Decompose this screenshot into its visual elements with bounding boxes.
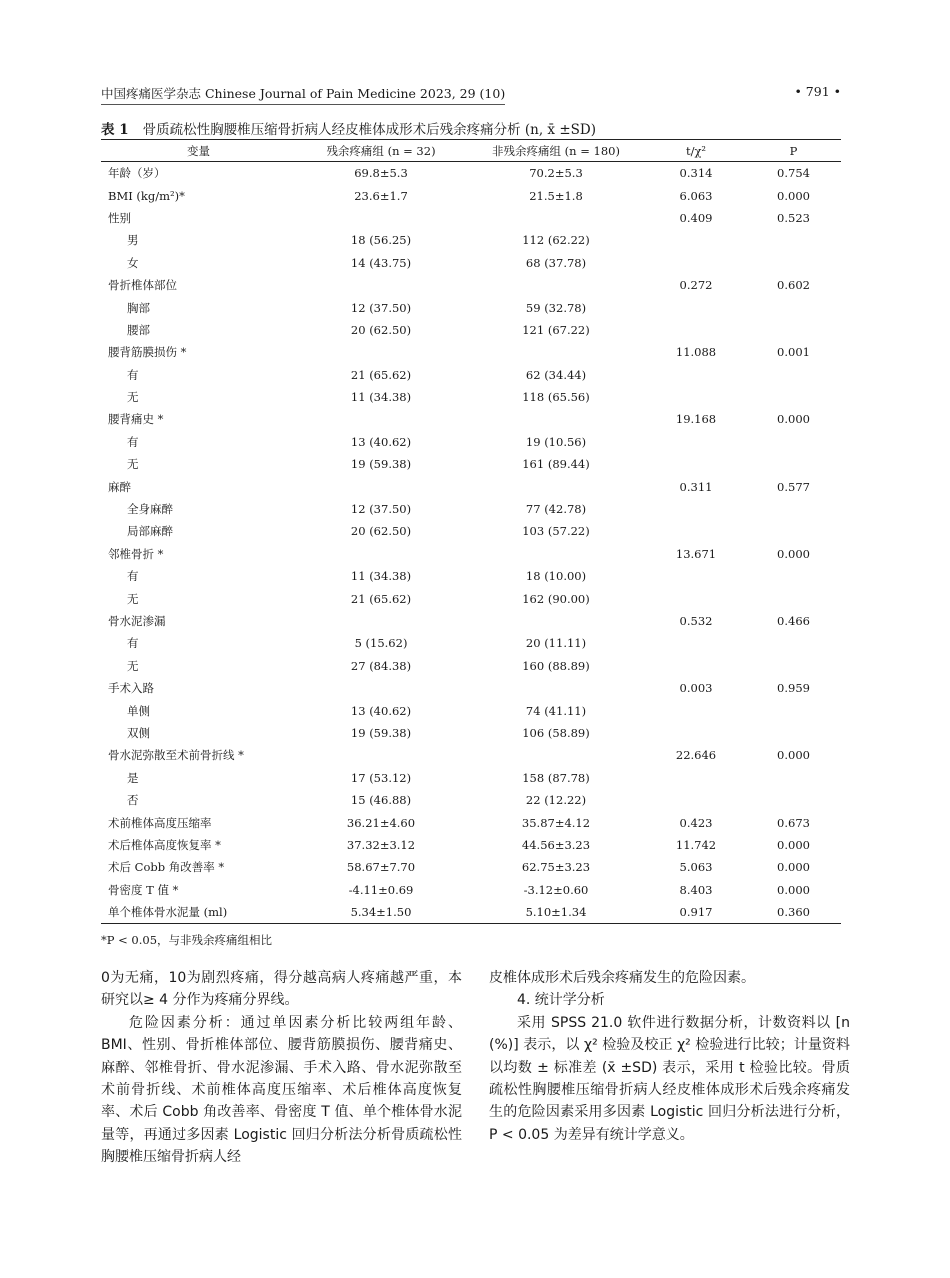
p-value: 0.000	[777, 412, 810, 427]
residual-pain-value	[296, 274, 466, 296]
row-label: 骨折椎体部位	[108, 278, 177, 293]
row-label: 否	[127, 793, 139, 808]
p-value: 0.673	[777, 815, 810, 830]
residual-pain-value: 27 (84.38)	[350, 658, 412, 673]
row-label: 有	[127, 367, 139, 382]
test-statistic	[646, 319, 746, 341]
p-value: 0.000	[777, 837, 810, 852]
residual-pain-value: 21 (65.62)	[350, 591, 412, 606]
test-statistic: 6.063	[679, 188, 713, 203]
table-row	[101, 744, 841, 766]
table-row	[101, 296, 841, 318]
test-statistic	[646, 252, 746, 274]
non-residual-pain-value: -3.12±0.60	[523, 882, 589, 897]
body-paragraph: 0为无痛，10为剧烈疼痛，得分越高病人疼痛越严重，本研究以≥ 4 分作为疼痛分界线。	[101, 970, 462, 1009]
row-label: 手术入路	[108, 681, 154, 696]
non-residual-pain-value: 20 (11.11)	[525, 636, 587, 651]
table-header-row	[101, 140, 841, 162]
residual-pain-value	[296, 744, 466, 766]
non-residual-pain-value: 158 (87.78)	[522, 770, 590, 785]
p-value	[746, 431, 841, 453]
test-statistic: 11.088	[675, 345, 717, 360]
row-label: 术前椎体高度压缩率	[108, 815, 212, 830]
table-row	[101, 162, 841, 185]
table-row	[101, 767, 841, 789]
non-residual-pain-value: 5.10±1.34	[525, 905, 587, 920]
test-statistic	[646, 655, 746, 677]
non-residual-pain-value: 112 (62.22)	[522, 233, 590, 248]
row-label: 邻椎骨折 *	[108, 546, 164, 561]
p-value: 0.000	[777, 860, 810, 875]
row-label: 无	[127, 390, 139, 405]
table-caption	[101, 118, 596, 138]
body-paragraph: 危险因素分析：通过单因素分析比较两组年龄、BMI、性别、骨折椎体部位、腰背筋膜损伤、腰背痛史、麻醉、邻椎骨折、骨水泥渗漏、手术入路、骨水泥弥散至术前骨折线、术前椎体高度压缩率、术后椎体高度恢复率、术后 Cobb 角改善率、骨密度 T 值、单个椎体骨水泥量等，再通过多因素 Logistic 回归分析法分析骨质疏松性胸腰椎压缩骨折病人经	[101, 1014, 462, 1166]
table-row	[101, 632, 841, 654]
p-value: 0.466	[777, 614, 810, 628]
table-row	[101, 364, 841, 386]
residual-pain-value: 17 (53.12)	[350, 770, 412, 785]
table-row	[101, 386, 841, 408]
residual-pain-value: 15 (46.88)	[350, 793, 412, 808]
body-column-left	[101, 967, 462, 1169]
row-label: 术后椎体高度恢复率 *	[108, 837, 221, 852]
residual-pain-value: 5.34±1.50	[350, 905, 412, 920]
journal-header: 中国疼痛医学杂志 Chinese Journal of Pain Medicine 2023, 29 (10)	[101, 84, 505, 105]
test-statistic: 8.403	[679, 882, 713, 897]
p-value	[746, 722, 841, 744]
residual-pain-value: 37.32±3.12	[346, 837, 416, 852]
row-label: 局部麻醉	[127, 524, 173, 539]
row-label: 骨水泥渗漏	[108, 614, 166, 628]
table-row	[101, 274, 841, 296]
test-statistic	[646, 587, 746, 609]
test-statistic	[646, 767, 746, 789]
residual-pain-value: 23.6±1.7	[354, 188, 408, 203]
p-value	[746, 632, 841, 654]
non-residual-pain-value: 35.87±4.12	[521, 815, 591, 830]
residual-pain-value: 12 (37.50)	[350, 300, 412, 315]
p-value: 0.523	[777, 210, 810, 225]
column-header: 非残余疼痛组 (n = 180)	[466, 140, 646, 162]
non-residual-pain-value: 59 (32.78)	[525, 300, 587, 315]
table-row	[101, 587, 841, 609]
p-value	[746, 498, 841, 520]
residual-pain-value	[296, 207, 466, 229]
non-residual-pain-value: 161 (89.44)	[522, 457, 590, 472]
non-residual-pain-value	[466, 677, 646, 699]
residual-pain-value: 69.8±5.3	[354, 166, 408, 181]
column-header: 残余疼痛组 (n = 32)	[296, 140, 466, 162]
table-row	[101, 722, 841, 744]
residual-pain-value: 58.67±7.70	[346, 860, 416, 875]
p-value	[746, 655, 841, 677]
p-value	[746, 789, 841, 811]
test-statistic: 19.168	[675, 412, 717, 427]
p-value	[746, 229, 841, 251]
residual-pain-value	[296, 408, 466, 430]
row-label: 是	[127, 770, 139, 785]
row-label: 腰部	[127, 322, 150, 337]
table-row	[101, 252, 841, 274]
p-value	[746, 386, 841, 408]
table-row	[101, 498, 841, 520]
non-residual-pain-value	[466, 543, 646, 565]
test-statistic	[646, 229, 746, 251]
row-label: BMI (kg/m²)*	[108, 188, 185, 203]
table-row	[101, 207, 841, 229]
residual-pain-value: 11 (34.38)	[350, 390, 412, 405]
non-residual-pain-value: 103 (57.22)	[522, 524, 590, 539]
p-value: 0.000	[777, 882, 810, 897]
test-statistic	[646, 386, 746, 408]
row-label: 有	[127, 636, 139, 651]
non-residual-pain-value: 68 (37.78)	[525, 255, 587, 270]
body-paragraph: 采用 SPSS 21.0 软件进行数据分析，计数资料以 [n (%)] 表示，以 χ² 检验及校正 χ² 检验进行比较；计量资料以均数 ± 标准差 (x̄ ±SD) 表示，采用 t 检验比较。骨质疏松性胸腰椎压缩骨折病人经皮椎体成形术后残余疼痛发生的危险因素采用多因素 Logistic 回归分析法进行分析，P < 0.05 为差异有统计学意义。	[489, 1014, 850, 1143]
test-statistic: 0.314	[679, 166, 713, 181]
non-residual-pain-value: 62 (34.44)	[525, 367, 587, 382]
p-value	[746, 767, 841, 789]
table-row	[101, 431, 841, 453]
p-value: 0.000	[777, 748, 810, 763]
non-residual-pain-value: 19 (10.56)	[525, 434, 587, 449]
non-residual-pain-value	[466, 475, 646, 497]
residual-pain-value	[296, 341, 466, 363]
non-residual-pain-value: 118 (65.56)	[522, 390, 590, 405]
residual-pain-value: 19 (59.38)	[350, 457, 412, 472]
test-statistic: 5.063	[679, 860, 713, 875]
residual-pain-value	[296, 543, 466, 565]
p-value: 0.577	[777, 479, 810, 494]
residual-pain-value: 11 (34.38)	[350, 569, 412, 584]
p-value	[746, 565, 841, 587]
p-value	[746, 364, 841, 386]
p-value: 0.000	[777, 546, 810, 561]
table-row	[101, 565, 841, 587]
table-row	[101, 834, 841, 856]
test-statistic	[646, 699, 746, 721]
test-statistic	[646, 520, 746, 542]
non-residual-pain-value	[466, 610, 646, 632]
table-row	[101, 520, 841, 542]
row-label: 性别	[108, 210, 131, 225]
section-heading: 4. 统计学分析	[517, 992, 605, 1009]
row-label: 胸部	[127, 300, 150, 315]
test-statistic: 22.646	[675, 748, 717, 763]
row-label: 年龄（岁）	[108, 166, 166, 181]
table-row	[101, 879, 841, 901]
table-row	[101, 475, 841, 497]
test-statistic	[646, 296, 746, 318]
test-statistic: 13.671	[675, 546, 717, 561]
table-row	[101, 811, 841, 833]
body-paragraph: 皮椎体成形术后残余疼痛发生的危险因素。	[489, 970, 755, 986]
row-label: 麻醉	[108, 479, 131, 494]
residual-pain-value: 13 (40.62)	[350, 434, 412, 449]
test-statistic	[646, 722, 746, 744]
test-statistic	[646, 453, 746, 475]
non-residual-pain-value: 162 (90.00)	[522, 591, 590, 606]
p-value	[746, 319, 841, 341]
p-value	[746, 587, 841, 609]
test-statistic	[646, 498, 746, 520]
table-row	[101, 229, 841, 251]
non-residual-pain-value	[466, 274, 646, 296]
row-label: 骨密度 T 值 *	[108, 882, 179, 897]
row-label: 骨水泥弥散至术前骨折线 *	[108, 748, 244, 763]
table-row	[101, 184, 841, 206]
test-statistic: 0.532	[679, 614, 713, 628]
non-residual-pain-value: 74 (41.11)	[525, 703, 587, 718]
non-residual-pain-value	[466, 341, 646, 363]
table-row	[101, 655, 841, 677]
row-label: 无	[127, 457, 139, 472]
p-value	[746, 520, 841, 542]
residual-pain-value	[296, 475, 466, 497]
test-statistic: 11.742	[675, 837, 717, 852]
table-row	[101, 408, 841, 430]
non-residual-pain-value	[466, 744, 646, 766]
non-residual-pain-value: 18 (10.00)	[525, 569, 587, 584]
p-value	[746, 296, 841, 318]
table-row	[101, 610, 841, 632]
table-row	[101, 789, 841, 811]
p-value: 0.000	[777, 188, 810, 203]
non-residual-pain-value: 70.2±5.3	[529, 166, 583, 181]
test-statistic: 0.917	[679, 905, 713, 920]
table-row	[101, 319, 841, 341]
column-header: P	[746, 140, 841, 162]
column-header: 变量	[101, 140, 296, 162]
row-label: 单个椎体骨水泥量 (ml)	[108, 905, 228, 920]
row-label: 腰背痛史 *	[108, 412, 164, 427]
p-value: 0.602	[777, 278, 810, 293]
non-residual-pain-value: 106 (58.89)	[522, 725, 590, 740]
residual-pain-value: 19 (59.38)	[350, 725, 412, 740]
residual-pain-value: -4.11±0.69	[348, 882, 414, 897]
p-value: 0.001	[777, 345, 810, 360]
table-row	[101, 453, 841, 475]
residual-pain-value: 20 (62.50)	[350, 524, 412, 539]
residual-pain-value: 18 (56.25)	[350, 233, 412, 248]
table-label: 表 1	[101, 122, 129, 138]
non-residual-pain-value: 121 (67.22)	[522, 322, 590, 337]
row-label: 无	[127, 658, 139, 673]
p-value: 0.754	[777, 166, 810, 181]
row-label: 腰背筋膜损伤 *	[108, 345, 187, 360]
row-label: 术后 Cobb 角改善率 *	[108, 860, 225, 875]
row-label: 无	[127, 591, 139, 606]
p-value: 0.959	[777, 681, 810, 696]
p-value	[746, 252, 841, 274]
page-number: • 791 •	[794, 84, 841, 99]
non-residual-pain-value	[466, 408, 646, 430]
table-row	[101, 856, 841, 878]
table-row	[101, 699, 841, 721]
row-label: 有	[127, 569, 139, 584]
row-label: 全身麻醉	[127, 502, 173, 517]
results-table	[101, 139, 841, 924]
body-column-right	[489, 967, 850, 1146]
residual-pain-value: 20 (62.50)	[350, 322, 412, 337]
table-row	[101, 543, 841, 565]
row-label: 单侧	[127, 703, 150, 718]
non-residual-pain-value: 44.56±3.23	[521, 837, 591, 852]
residual-pain-value: 13 (40.62)	[350, 703, 412, 718]
row-label: 女	[127, 255, 139, 270]
non-residual-pain-value: 77 (42.78)	[525, 502, 587, 517]
test-statistic: 0.423	[679, 815, 713, 830]
p-value	[746, 699, 841, 721]
non-residual-pain-value: 21.5±1.8	[529, 188, 583, 203]
table-row	[101, 901, 841, 924]
table-row	[101, 341, 841, 363]
non-residual-pain-value: 160 (88.89)	[522, 658, 590, 673]
table-row	[101, 677, 841, 699]
test-statistic	[646, 565, 746, 587]
residual-pain-value: 14 (43.75)	[350, 255, 412, 270]
residual-pain-value	[296, 610, 466, 632]
test-statistic	[646, 789, 746, 811]
non-residual-pain-value	[466, 207, 646, 229]
non-residual-pain-value: 22 (12.22)	[525, 793, 587, 808]
residual-pain-value	[296, 677, 466, 699]
p-value: 0.360	[777, 905, 810, 920]
test-statistic: 0.311	[679, 479, 713, 494]
residual-pain-value: 21 (65.62)	[350, 367, 412, 382]
test-statistic	[646, 431, 746, 453]
non-residual-pain-value: 62.75±3.23	[521, 860, 591, 875]
row-label: 有	[127, 434, 139, 449]
test-statistic: 0.272	[679, 278, 713, 293]
column-header: t/χ²	[646, 140, 746, 162]
residual-pain-value: 36.21±4.60	[346, 815, 416, 830]
row-label: 男	[127, 233, 139, 248]
p-value	[746, 453, 841, 475]
residual-pain-value: 12 (37.50)	[350, 502, 412, 517]
table-footnote: *P < 0.05，与非残余疼痛组相比	[101, 933, 273, 947]
test-statistic: 0.409	[679, 210, 713, 225]
row-label: 双侧	[127, 725, 150, 740]
test-statistic	[646, 364, 746, 386]
test-statistic	[646, 632, 746, 654]
table-title: 骨质疏松性胸腰椎压缩骨折病人经皮椎体成形术后残余疼痛分析 (n, x̄ ±SD)	[142, 122, 596, 138]
residual-pain-value: 5 (15.62)	[354, 636, 408, 651]
test-statistic: 0.003	[679, 681, 713, 696]
